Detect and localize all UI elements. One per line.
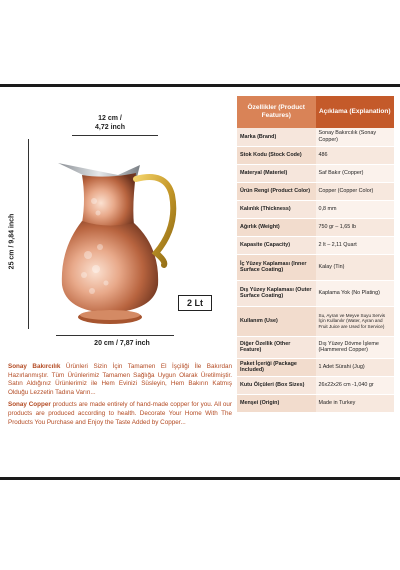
feature-value: 486	[316, 146, 395, 164]
table-header-row	[237, 96, 394, 128]
product-description	[8, 363, 232, 431]
table-row	[237, 358, 394, 376]
brand-name-tr: Sonay Bakırcılık	[8, 363, 61, 370]
table-row	[237, 394, 394, 412]
feature-name: Ürün Rengi (Product Color)	[237, 182, 316, 200]
feature-name: Diğer Özellik (Other Feature)	[237, 336, 316, 358]
feature-value: 0,8 mm	[316, 200, 395, 218]
feature-value: Kalay (Tin)	[316, 254, 395, 280]
dimension-bottom-arrow	[56, 335, 174, 336]
dimension-side-arrow	[28, 139, 29, 329]
description-english	[8, 401, 232, 427]
capacity-badge: 2 Lt	[178, 295, 212, 311]
dimension-side-label: 25 cm / 9,84 inch	[8, 213, 16, 270]
feature-name: Menşei (Origin)	[237, 394, 316, 412]
feature-name: Stok Kodu (Stock Code)	[237, 146, 316, 164]
header-explanation: Açıklama (Explanation)	[316, 96, 395, 128]
feature-name: Paket İçeriği (Package Included)	[237, 358, 316, 376]
feature-value: Copper (Copper Color)	[316, 182, 395, 200]
table-row	[237, 164, 394, 182]
feature-value: 2 lt – 2,11 Quart	[316, 236, 395, 254]
table-row	[237, 146, 394, 164]
dimension-top-label: 12 cm / 4,72 inch	[95, 115, 125, 131]
table-row	[237, 306, 394, 336]
feature-value: Su, Ayran ve Meyve Suyu Servis İçin Kullanılır (Water, Ayran and Fruit Juice are Used for Service)	[316, 306, 395, 336]
brand-name-en: Sonay Copper	[8, 401, 51, 409]
feature-value: Kaplama Yok (No Plating)	[316, 280, 395, 306]
feature-value: 26x22x26 cm -1,040 gr	[316, 376, 395, 394]
feature-value: Saf Bakır (Copper)	[316, 164, 395, 182]
table-row	[237, 280, 394, 306]
feature-name: İç Yüzey Kaplaması (Inner Surface Coating)	[237, 254, 316, 280]
table-row	[237, 182, 394, 200]
table-row	[237, 236, 394, 254]
product-info-panel	[0, 84, 400, 480]
table-row	[237, 336, 394, 358]
table-row	[237, 128, 394, 146]
feature-name: Kalınlık (Thickness)	[237, 200, 316, 218]
feature-value: Dış Yüzey Dövme İşleme (Hammered Copper)	[316, 336, 395, 358]
feature-value: 1 Adet Sürahi (Jug)	[316, 358, 395, 376]
feature-name: Ağırlık (Weight)	[237, 218, 316, 236]
product-features-table	[237, 96, 394, 413]
product-visual-area	[0, 87, 234, 477]
feature-name: Kullanım (Use)	[237, 306, 316, 336]
table-row	[237, 376, 394, 394]
feature-name: Kapasite (Capacity)	[237, 236, 316, 254]
feature-value: Made in Turkey	[316, 394, 395, 412]
dimension-bottom-label: 20 cm / 7,87 inch	[94, 340, 150, 347]
table-row	[237, 218, 394, 236]
feature-name: Marka (Brand)	[237, 128, 316, 146]
feature-name: Kutu Ölçüleri (Box Sizes)	[237, 376, 316, 394]
header-features: Özellikler (Product Features)	[237, 96, 316, 128]
copper-jug-image	[48, 135, 198, 335]
feature-value: 750 gr – 1,65 lb	[316, 218, 395, 236]
table-row	[237, 200, 394, 218]
feature-value: Sonay Bakırcılık (Sonay Copper)	[316, 128, 395, 146]
description-tr-text: Ürünleri Sizin İçin Tamamen El İşçiliği İle Bakırdan Hazırlanmıştır. Tüm Ürünlerimiz Tamamen Sağlığa Uygun Olarak Üretilmiştir. Satın Aldığınız Ürünlerimiz ile Hem Evinizi Süsleyin, Hem Bakırın Katmış Olduğu Lezzetin Tadına Varın...	[8, 363, 232, 396]
description-en-text: products are made entirely of hand-made copper for you. All our products are produced according to health. Decorate Your Home With The Products You Purchase and Enjoy the Taste Added by Copper...	[8, 401, 232, 426]
feature-name: Materyal (Materiel)	[237, 164, 316, 182]
table-row	[237, 254, 394, 280]
description-turkish	[8, 363, 232, 397]
feature-name: Dış Yüzey Kaplaması (Outer Surface Coating)	[237, 280, 316, 306]
